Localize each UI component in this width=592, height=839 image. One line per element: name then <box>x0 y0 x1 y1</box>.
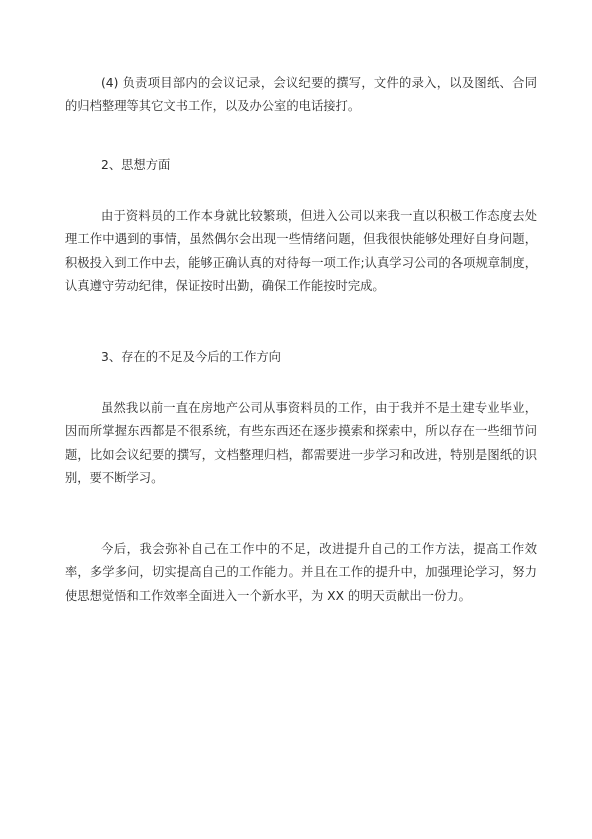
paragraph-duties: (4) 负责项目部内的会议记录，会议纪要的撰写，文件的录入，以及图纸、合同的归档整理等其它文书工作，以及办公室的电话接打。 <box>65 76 537 114</box>
paragraph-shortcomings: 虽然我以前一直在房地产公司从事资料员的工作，由于我并不是土建专业毕业，因而所掌握东西都是不很系统，有些东西还在逐步摸索和探索中，所以存在一些细节问题，比如会议纪要的撰写，文档整理归档，都需要进一步学习和改进，特别是图纸的识别，要不断学习。 <box>65 401 537 486</box>
section-heading-shortcomings: 3、存在的不足及今后的工作方向 <box>101 350 281 364</box>
paragraph-thinking: 由于资料员的工作本身就比较繁琐，但进入公司以来我一直以积极工作态度去处理工作中遇到的事情，虽然偶尔会出现一些情绪问题，但我很快能够处理好自身问题，积极投入到工作中去，能够正确认真的对待每一项工作;认真学习公司的各项规章制度，认真遵守劳动纪律，保证按时出勤，确保工作能按时完成。 <box>65 209 537 294</box>
section-heading-thinking: 2、思想方面 <box>101 158 171 172</box>
paragraph-future: 今后，我会弥补自己在工作中的不足，改进提升自己的工作方法，提高工作效率，多学多问，切实提高自己的工作能力。并且在工作的提升中，加强理论学习，努力使思想觉悟和工作效率全面进入一个新水平，为 XX 的明天贡献出一份力。 <box>65 542 537 603</box>
